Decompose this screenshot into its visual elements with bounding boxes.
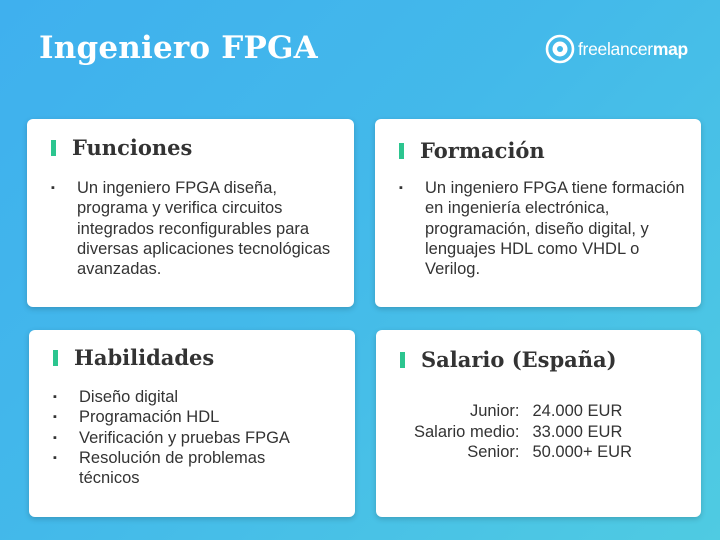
list-item-text: Diseño digital [79, 388, 179, 406]
funciones-list [51, 178, 343, 279]
card-salario-title: Salario (España) [421, 347, 617, 372]
table-row [414, 401, 632, 422]
salary-value: 33.000 EUR [532, 422, 623, 441]
list-item [53, 387, 333, 407]
bullet-icon: ▪ [53, 451, 57, 464]
logo-text-freelancer: freelancer [578, 38, 653, 59]
list-item-text: Programación HDL [79, 408, 220, 427]
table-row [414, 422, 632, 443]
list-item-text: Verificación y pruebas FPGA [79, 428, 290, 447]
card-funciones-title: Funciones [72, 135, 193, 160]
logo-text-map: map [652, 38, 688, 59]
list-item [53, 428, 333, 448]
card-funciones-header [51, 135, 192, 160]
bullet-icon: ▪ [51, 182, 55, 194]
freelancermap-logo-icon [545, 34, 575, 64]
card-formacion [375, 119, 701, 307]
bullet-icon: ▪ [53, 411, 57, 424]
accent-bar [400, 352, 405, 368]
page-title: Ingeniero FPGA [39, 30, 318, 66]
logo-text [578, 39, 688, 60]
accent-bar [51, 140, 56, 156]
salary-label: Senior: [467, 443, 520, 461]
salary-value: 24.000 EUR [532, 402, 623, 420]
bullet-icon: ▪ [53, 431, 57, 444]
habilidades-list [53, 387, 333, 488]
card-formacion-header [399, 138, 545, 163]
bullet-icon: ▪ [53, 391, 57, 403]
card-habilidades-header [53, 345, 214, 370]
card-salario [376, 330, 701, 517]
card-formacion-title: Formación [420, 138, 545, 163]
list-item-text: Resolución de problemas técnicos [79, 448, 266, 488]
formacion-list [399, 178, 689, 279]
list-item-text: Un ingeniero FPGA diseña, programa y verifica circuitos integrados reconfigurables para diversas aplicaciones tecnológicas avanzadas. [77, 179, 331, 279]
bullet-icon: ▪ [399, 182, 403, 194]
accent-bar [53, 350, 58, 366]
salary-value: 50.000+ EUR [532, 443, 633, 461]
salary-label: Junior: [469, 402, 520, 420]
list-item [53, 448, 333, 489]
freelancermap-logo[interactable] [545, 34, 688, 64]
accent-bar [399, 143, 404, 159]
card-habilidades-title: Habilidades [74, 345, 215, 370]
list-item [51, 178, 343, 279]
table-row [414, 442, 632, 463]
card-salario-header [400, 347, 617, 372]
list-item [53, 407, 333, 427]
list-item-text: Un ingeniero FPGA tiene formación en ingeniería electrónica, programación, diseño digital, y lenguajes HDL como VHDL o Verilog. [425, 179, 685, 279]
card-funciones [27, 119, 354, 307]
card-habilidades [29, 330, 355, 517]
salary-table [414, 401, 632, 463]
salary-label: Salario medio: [414, 422, 520, 441]
list-item [399, 178, 689, 279]
